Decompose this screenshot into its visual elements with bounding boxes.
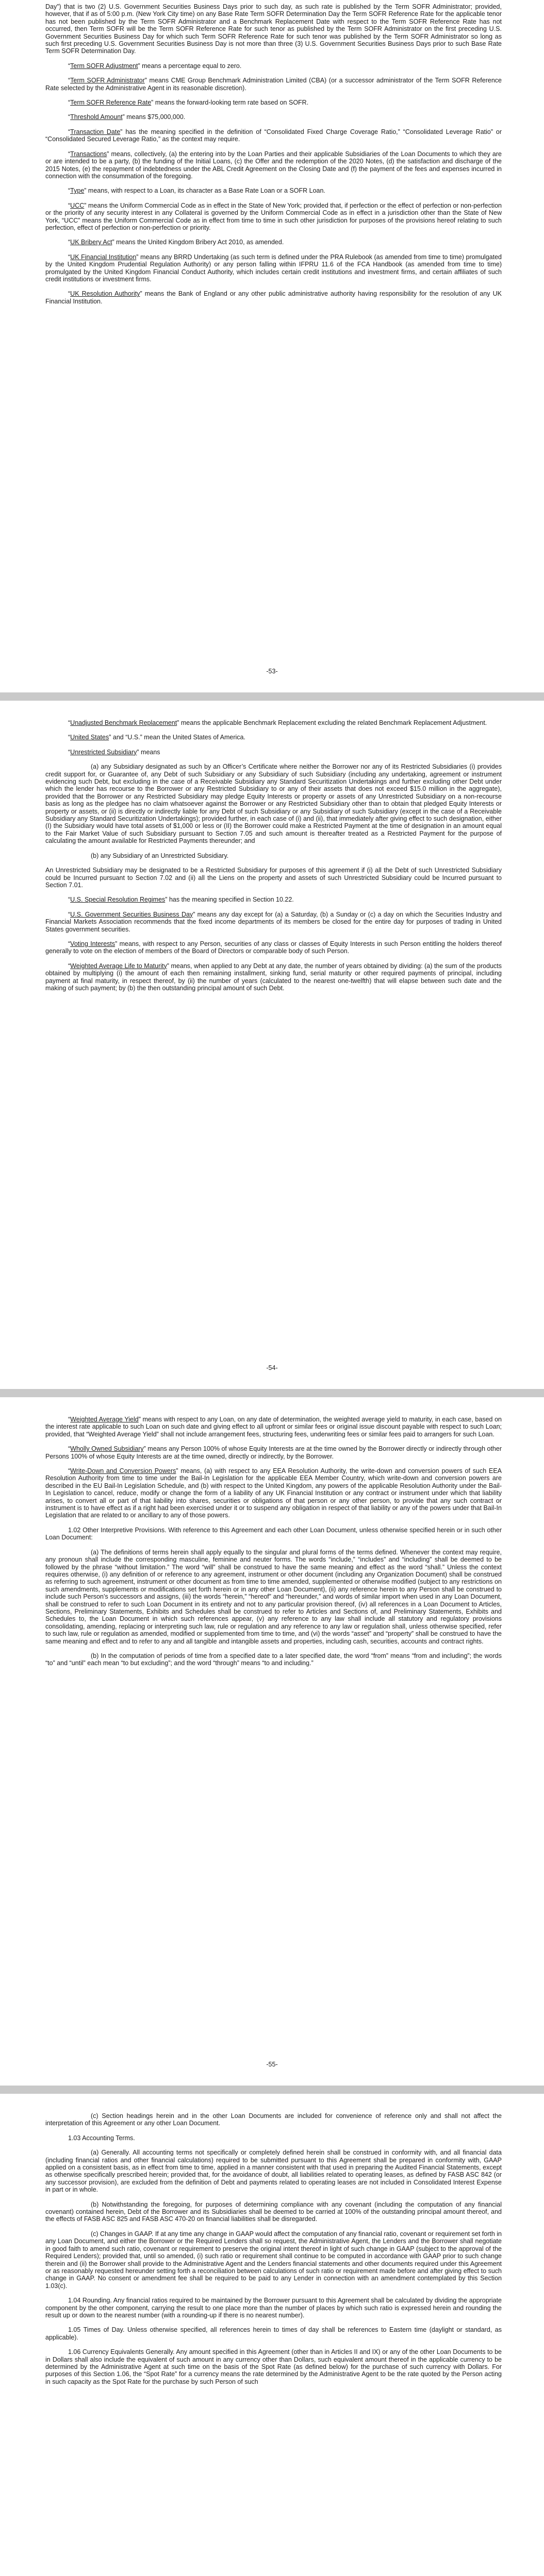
definition-weighted-average-life: “Weighted Average Life to Maturity” means, when applied to any Debt at any date, the number of years obtained by dividing: (a) the sum of the products obtained by multiplying (i) the amount of each then remaining installment, sinking fund, serial maturity or other required payments of principal, including payment at final maturity, in respect thereof, by (ii) the number of years (calculated to the nearest one-twelfth) that will elapse between such date and the making of such payment; by (b) the then outstanding principal amount of such Debt. xyxy=(45,962,502,992)
definition-unadjusted-benchmark-replacement: “Unadjusted Benchmark Replacement” means the applicable Benchmark Replacement excluding the related Benchmark Replacement Adjustment. xyxy=(68,719,487,726)
clause-b: (b) In the computation of periods of time from a specified date to a later specified date, the word “from” means “from and including”; the words “to” and “until” each mean “to but excluding”; and the word “through” means “to and including.” xyxy=(45,1652,502,1667)
definition-unrestricted-subsidiary: “Unrestricted Subsidiary” means xyxy=(68,748,160,756)
clause-b: (b) Notwithstanding the foregoing, for purposes of determining compliance with any covenant (including the computation of any financial covenant) contained herein, Debt of the Borrower and its Subsidiaries shall be deemed to be carried at 100% of the outstanding principal amount thereof, and the effects of FASB ASC 825 and FASB ASC 470-20 on financial liabilities shall be disregarded. xyxy=(45,2200,502,2223)
clause-b: (b) any Subsidiary of an Unrestricted Subsidiary. xyxy=(91,852,229,859)
clause-a: (a) any Subsidiary designated as such by an Officer’s Certificate where neither the Borrower nor any of its Restricted Subsidiaries (i) provides credit support for, or Guarantee of, any Debt of such Subsidiary or any Subsidiary of such Subsidiary (including any undertaking, agreement or instrument evidencing such Debt, but excluding in the case of a Receivable Subsidiary any Standard Securitization Undertakings and further excluding other Debt under which the lender has recourse to the Borrower or any Restricted Subsidiary to or any of their assets that does not exceed $15.0 million in the aggregate), provided that the Borrower or any Restricted Subsidiary may pledge Equity Interests or property or assets of any Unrestricted Subsidiary on a non-recourse basis as long as the pledgee has no claim whatsoever against the Borrower or any Restricted Subsidiary other than to obtain that pledged Equity Interests or property or assets, or (ii) is directly or indirectly liable for any Debt of such Subsidiary or any Subsidiary of such Subsidiary (except in the case of a Receivable Subsidiary any Standard Securitization Undertakings); provided further, in each case of (i) and (ii), that immediately after giving effect to such designation, either (I) the Subsidiary would have total assets of $1,000 or less or (II) the Borrower could make a Restricted Payment at the time of designation in an amount equal to the Fair Market Value of such Subsidiary pursuant to Section 7.05 and such amount is thereafter treated as a Restricted Payment for the purpose of calculating the amount available for Restricted Payments thereunder; and xyxy=(45,763,502,845)
page-55 xyxy=(0,1397,544,2086)
clause-c: (c) Section headings herein and in the other Loan Documents are included for convenience of reference only and shall not affect the interpretation of this Agreement or any other Loan Document. xyxy=(45,2112,502,2127)
definition-uk-resolution-authority: “UK Resolution Authority” means the Bank of England or any other public administrative authority having responsibility for the resolution of any UK Financial Institution. xyxy=(45,290,502,305)
definition-us-government-securities-business-day: “U.S. Government Securities Business Day” means any day except for (a) a Saturday, (b) a Sunday or (c) a day on which the Securities Industry and Financial Markets Association recommends that the fixed income departments of its members be closed for the entire day for purposes of trading in United States government securities. xyxy=(45,910,502,933)
definition-type: “Type” means, with respect to a Loan, its character as a Base Rate Loan or a SOFR Loan. xyxy=(68,187,325,195)
paragraph: An Unrestricted Subsidiary may be designated to be a Restricted Subsidiary for purposes of this agreement if (i) all the Debt of such Unrestricted Subsidiary could be Incurred pursuant to Section 7.02 and (ii) all the Liens on the property and assets of such Unrestricted Subsidiary could be Incurred pursuant to Section 7.01. xyxy=(45,867,502,889)
page-separator xyxy=(0,1389,544,1397)
page-number: -53- xyxy=(266,668,278,675)
definition-united-states: “United States” and “U.S.” mean the United States of America. xyxy=(68,734,245,741)
definition-term-sofr-adjustment: “Term SOFR Adjustment” means a percentage equal to zero. xyxy=(68,62,242,70)
page-separator xyxy=(0,692,544,701)
definition-voting-interests: “Voting Interests” means, with respect to any Person, securities of any class or classes of Equity Interests in such Person entitling the holders thereof generally to vote on the election of members of the Board of Directors or comparable body of such Person. xyxy=(45,940,502,955)
definition-transactions: “Transactions” means, collectively, (a) the entering into by the Loan Parties and their applicable Subsidiaries of the Loan Documents to which they are or are intended to be a party, (b) the funding of the Initial Loans, (c) the Offer and the redemption of the 2020 Notes, (d) the satisfaction and discharge of the 2015 Notes, (e) the repayment of indebtedness under the ABL Credit Agreement on the Closing Date and (f) the payment of the fees and expenses incurred in connection with the consummation of the foregoing. xyxy=(45,150,502,180)
section-1-03-heading: 1.03 Accounting Terms. xyxy=(68,2134,135,2142)
page-number: -54- xyxy=(266,1364,278,1371)
definition-weighted-average-yield: “Weighted Average Yield” means with respect to any Loan, on any date of determination, the weighted average yield to maturity, in each case, based on the interest rate applicable to such Loan on such date and giving effect to all upfront or similar fees or original issue discount payable with respect to such Loan; provided, that “Weighted Average Yield” shall not include arrangement fees, structuring fees, underwriting fees or similar fees paid to arrangers for such Loan. xyxy=(45,1416,502,1438)
clause-a: (a) The definitions of terms herein shall apply equally to the singular and plural forms of the terms defined. Whenever the context may require, any pronoun shall include the corresponding masculine, feminine and neuter forms. The words “include,” “includes” and “including” shall be deemed to be followed by the phrase “without limitation.” The word “will” shall be construed to have the same meaning and effect as the word “shall.” Unless the context requires otherwise, (i) any definition of or reference to any agreement, instrument or other document (including any Organization Document) shall be construed as referring to such agreement, instrument or other document as from time to time amended, supplemented or otherwise modified (subject to any restrictions on such amendments, supplements or modifications set forth herein or in any other Loan Document), (ii) any reference herein to any Person shall be construed to include such Person’s successors and assigns, (iii) the words “herein,” “hereof” and “hereunder,” and words of similar import when used in any Loan Document, shall be construed to refer to such Loan Document in its entirety and not to any particular provision thereof, (iv) all references in a Loan Document to Articles, Sections, Preliminary Statements, Exhibits and Schedules shall be construed to refer to Articles and Sections of, and Preliminary Statements, Exhibits and Schedules to, the Loan Document in which such references appear, (v) any reference to any law shall include all statutory and regulatory provisions consolidating, amending, replacing or interpreting such law, rule or regulation and any reference to any law or regulation shall, unless otherwise specified, refer to such law, rule or regulation as amended, modified or supplemented from time to time, and (vi) the words “asset” and “property” shall be construed to have the same meaning and effect and to refer to any and all tangible and intangible assets and properties, including cash, securities, accounts and contract rights. xyxy=(45,1548,502,1645)
definition-term-sofr-reference-rate: “Term SOFR Reference Rate” means the forward-looking term rate based on SOFR. xyxy=(68,99,309,107)
clause-a: (a) Generally. All accounting terms not specifically or completely defined herein shall be construed in conformity with, and all financial data (including financial ratios and other financial calculations) required to be submitted pursuant to this Agreement shall be prepared in conformity with, GAAP applied on a consistent basis, as in effect from time to time, applied in a manner consistent with that used in preparing the Audited Financial Statements, except as otherwise specifically prescribed herein; provided that, for the avoidance of doubt, all liabilities related to operating leases, as defined by FASB ASC 842 (or any successor provision), are excluded from the definition of Debt and payments related to operating leases are not included in Consolidated Interest Expense in part or in whole. xyxy=(45,2149,502,2194)
definition-wholly-owned-subsidiary: “Wholly Owned Subsidiary” means any Person 100% of whose Equity Interests are at the time owned by the Borrower directly or indirectly through other Persons 100% of whose Equity Interests are at the time owned, directly or indirectly, by the Borrower. xyxy=(45,1445,502,1460)
section-1-02-heading: 1.02 Other Interpretive Provisions. With reference to this Agreement and each other Loan Document, unless otherwise specified herein or in such other Loan Document: xyxy=(45,1526,502,1541)
section-1-06: 1.06 Currency Equivalents Generally. Any amount specified in this Agreement (other than in Articles II and IX) or any of the other Loan Documents to be in Dollars shall also include the equivalent of such amount in any currency other than Dollars, such equivalent amount thereof in the applicable currency to be determined by the Administrative Agent at such time on the basis of the Spot Rate (as defined below) for the purchase of such currency with Dollars. For purposes of this Section 1.06, the “Spot Rate” for a currency means the rate determined by the Administrative Agent to be the rate quoted by the Person acting in such capacity as the Spot Rate for the purchase by such Person of such xyxy=(45,2348,502,2385)
definition-term-sofr-administrator: “Term SOFR Administrator” means CME Group Benchmark Administration Limited (CBA) (or a successor administrator of the Term SOFR Reference Rate selected by the Administrative Agent in its reasonable discretion). xyxy=(45,77,502,92)
definition-us-special-resolution-regimes: “U.S. Special Resolution Regimes” has the meaning specified in Section 10.22. xyxy=(68,896,294,904)
definition-threshold-amount: “Threshold Amount” means $75,000,000. xyxy=(68,113,186,121)
definition-write-down-and-conversion-powers: “Write-Down and Conversion Powers” means, (a) with respect to any EEA Resolution Authority, the write-down and conversion powers of such EEA Resolution Authority from time to time under the Bail-In Legislation for the applicable EEA Member Country, which write-down and conversion powers are described in the EU Bail-In Legislation Schedule, and (b) with respect to the United Kingdom, any powers of the applicable Resolution Authority under the Bail-In Legislation to cancel, reduce, modify or change the form of a liability of any UK Financial Institution or any contract or instrument under which that liability arises, to convert all or part of that liability into shares, securities or obligations of that person or any other person, to provide that any such contract or instrument is to have effect as if a right had been exercised under it or to suspend any obligation in respect of that liability or any of the powers under that Bail-In Legislation that are related to or ancillary to any of those powers. xyxy=(45,1467,502,1519)
page-53 xyxy=(0,0,544,692)
section-1-04: 1.04 Rounding. Any financial ratios required to be maintained by the Borrower pursuant to this Agreement shall be calculated by dividing the appropriate component by the other component, carrying the result to one place more than the number of places by which such ratio is expressed herein and rounding the result up or down to the nearest number (with a rounding-up if there is no nearest number). xyxy=(45,2297,502,2319)
section-1-05: 1.05 Times of Day. Unless otherwise specified, all references herein to times of day shall be references to Eastern time (daylight or standard, as applicable). xyxy=(45,2326,502,2341)
definition-uk-financial-institution: “UK Financial Institution” means any BRRD Undertaking (as such term is defined under the PRA Rulebook (as amended from time to time) promulgated by the United Kingdom Prudential Regulation Authority) or any person falling within IFPRU 11.6 of the FCA Handbook (as amended from time to time) promulgated by the United Kingdom Financial Conduct Authority, which includes certain credit institutions and investment firms, and certain affiliates of such credit institutions or investment firms. xyxy=(45,253,502,283)
page-separator xyxy=(0,2086,544,2094)
definition-transaction-date: “Transaction Date” has the meaning specified in the definition of “Consolidated Fixed Charge Coverage Ratio,” “Consolidated Leverage Ratio” or “Consolidated Secured Leverage Ratio,” as the context may require. xyxy=(45,128,502,143)
page-54 xyxy=(0,701,544,1389)
page-number: -55- xyxy=(266,2061,278,2068)
page-56 xyxy=(0,2094,544,2576)
definition-uk-bribery-act: “UK Bribery Act” means the United Kingdom Bribery Act 2010, as amended. xyxy=(68,239,284,246)
clause-c: (c) Changes in GAAP. If at any time any change in GAAP would affect the computation of any financial ratio, covenant or requirement set forth in any Loan Document, and either the Borrower or the Required Lenders shall so request, the Administrative Agent, the Lenders and the Borrower shall negotiate in good faith to amend such ratio, covenant or requirement to preserve the original intent thereof in light of such change in GAAP (subject to the approval of the Required Lenders); provided that, until so amended, (i) such ratio or requirement shall continue to be computed in accordance with GAAP prior to such change therein and (ii) the Borrower shall provide to the Administrative Agent and the Lenders financial statements and other documents required under this Agreement or as reasonably requested hereunder setting forth a reconciliation between calculations of such ratio or requirement made before and after giving effect to such change in GAAP. No consent or amendment fee shall be required to be paid to any Lender in connection with an amendment contemplated by this Section 1.03(c). xyxy=(45,2230,502,2290)
definition-ucc: “UCC” means the Uniform Commercial Code as in effect in the State of New York; provided that, if perfection or the effect of perfection or non-perfection or the priority of any security interest in any Collateral is governed by the Uniform Commercial Code as in effect in a jurisdiction other than the State of New York, “UCC” means the Uniform Commercial Code as in effect from time to time in such other jurisdiction for purposes of the provisions hereof relating to such perfection, effect of perfection or non-perfection or priority. xyxy=(45,201,502,231)
paragraph: Day”) that is two (2) U.S. Government Securities Business Days prior to such day, as such rate is published by the Term SOFR Administrator; provided, however, that if as of 5:00 p.m. (New York City time) on any Base Rate Term SOFR Determination Day the Term SOFR Reference Rate for the applicable tenor has not been published by the Term SOFR Administrator and a Benchmark Replacement Date with respect to the Term SOFR Reference Rate has not occurred, then Term SOFR will be the Term SOFR Reference Rate for such tenor as published by the Term SOFR Administrator on the first preceding U.S. Government Securities Business Day for which such Term SOFR Reference Rate for such tenor was published by the Term SOFR Administrator so long as such first preceding U.S. Government Securities Business Day is not more than three (3) U.S. Government Securities Business Days prior to such Base Rate Term SOFR Determination Day. xyxy=(45,3,502,55)
